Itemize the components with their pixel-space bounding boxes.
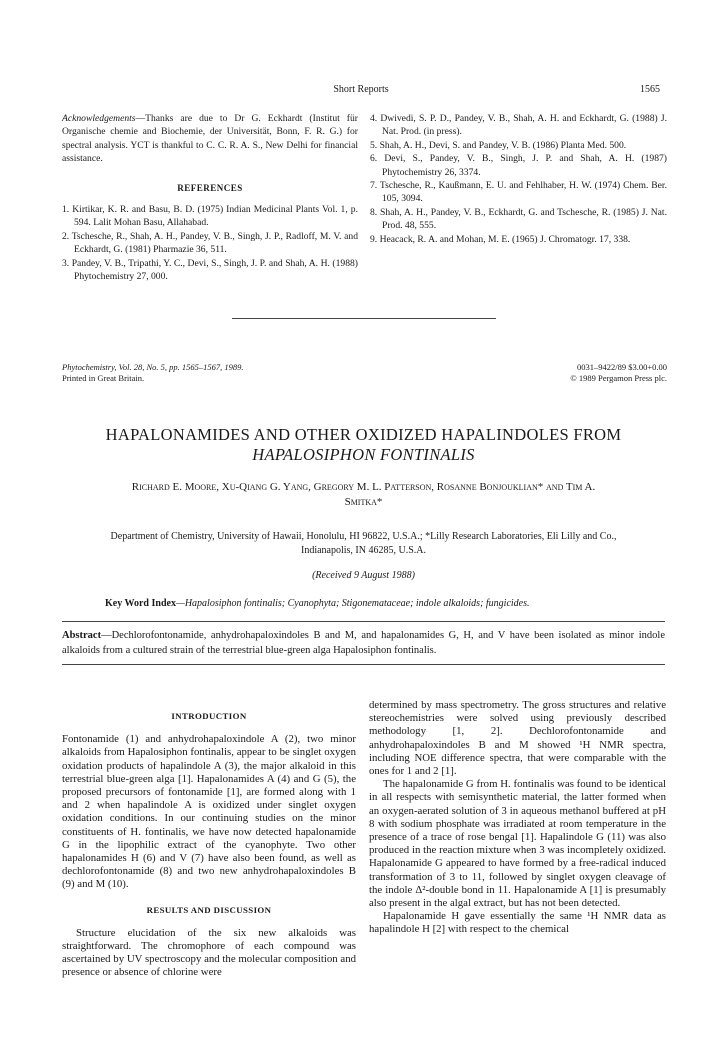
page-number: 1565	[640, 84, 660, 95]
acknowledgements	[62, 112, 358, 166]
introduction-heading: INTRODUCTION	[171, 711, 247, 721]
reference-item: 5. Shah, A. H., Devi, S. and Pandey, V. B. (1986) Planta Med. 500.	[370, 139, 627, 151]
reference-item: 1. Kirtikar, K. R. and Basu, B. D. (1975) Indian Medicinal Plants Vol. 1, p. 594. Lalit Mohan Basu, Allahabad.	[62, 204, 358, 229]
introduction-paragraph: Fontonamide (1) and anhydrohapaloxindole A (2), two minor alkaloids from Hapalosiphon fontinalis, appear to be singlet oxygen oxidation products of hapalindole A (3), the major alkaloid in this terrestrial blue-green alga [1]. Hapalonamides A (4) and G (5), the proposed precursors of fontonamide [1], are formed along with 1 and 2 when hapalindole A is oxidized under singlet oxygen oxidation conditions. In our continuing studies on the minor constituents of H. fontinalis, we have now detected hapalonamide G in the lipophilic extract of the cyanophyte. Two other hapalonamides H (6) and V (7) have also been found, as well as dechlorofontonamide (8) and two new anhydrohapaloxindoles B (9) and M (10).	[62, 733, 356, 891]
reference-item: 3. Pandey, V. B., Tripathi, Y. C., Devi, S., Singh, J. P. and Shah, A. H. (1988) Phytochemistry 27, 000.	[62, 257, 358, 283]
affiliation-line1: Department of Chemistry, University of Hawaii, Honolulu, HI 96822, U.S.A.; *Lilly Research Laboratories, Eli Lilly and Co.,	[110, 531, 617, 542]
body-paragraph: The hapalonamide G from H. fontinalis was found to be identical in all respects with semisynthetic material, the latter formed when an oxygen-aerated solution of 3 in aqueous methanol buffered at pH 8 with sodium phosphate was irradiated at room temperature in the presence of a trace of rose bengal [1]. Hapalindole G (11) was also produced in the reaction mixture when 3 was incompletely oxidized. Hapalonamide G appeared to have formed by a free-radical induced transformation of 3 to 11, followed by singlet oxygen cleavage of the indole Δ²-double bond in 11. Hapalonamide A [1] is presumably also present in the algal extract, but has not been detected.	[369, 778, 666, 910]
keyword-index	[105, 598, 665, 609]
body-paragraph: Hapalonamide H gave essentially the same ¹H NMR data as hapalindole H [2] with respect to the chemical	[369, 910, 666, 936]
received-date: (Received 9 August 1988)	[312, 570, 415, 581]
references-heading: REFERENCES	[177, 182, 243, 193]
journal-price-code: 0031–9422/89 $3.00+0.00	[576, 362, 667, 372]
journal-citation-line: Phytochemistry, Vol. 28, No. 5, pp. 1565–1567, 1989.	[62, 362, 244, 372]
journal-copyright-line: © 1989 Pergamon Press plc.	[570, 373, 667, 383]
acknowledgements-text: —Thanks are due to Dr G. Eckhardt (Institut für Organische chemie and Biochemie, der Universität, Bonn, F. R. G.) for spectral analysis. YCT is thankful to C. C. R. A. S., New Delhi for financial assistance.	[62, 113, 358, 165]
authors-line2: Smitka*	[344, 496, 383, 508]
keywords-text: —Hapalosiphon fontinalis; Cyanophyta; Stigonemataceae; indole alkaloids; fungicides.	[175, 598, 530, 609]
reference-item: 9. Heacack, R. A. and Mohan, M. E. (1965) J. Chromatogr. 17, 338.	[370, 233, 631, 245]
previous-article-right-column	[370, 112, 667, 246]
abstract-text: —Dechlorofontonamide, anhydrohapaloxindoles B and M, and hapalonamides G, H, and V have been isolated as minor indole alkaloids from a cultured strain of the terrestrial blue-green alga Hapalosiphon fontinalis.	[62, 630, 665, 656]
authors	[62, 480, 665, 510]
affiliation	[62, 530, 665, 558]
journal-copyright	[420, 362, 667, 384]
results-paragraph: Structure elucidation of the six new alkaloids was straightforward. The chromophore of each compound was ascertained by UV spectroscopy and the molecular composition and presence or absence of chlorine were	[62, 926, 356, 979]
abstract-label: Abstract	[62, 630, 102, 641]
body-right-column	[369, 699, 666, 937]
body-paragraph: determined by mass spectrometry. The gross structures and relative stereochemistries were solved using previously described methodology [1, 2]. Dechlorofontonamide and anhydrohapaloxindoles B and M showed ¹H NMR spectra, including NOE difference spectra, that were comparable with the ones for 1 and 2 [1].	[369, 699, 666, 778]
reference-item: 8. Shah, A. H., Pandey, V. B., Eckhardt, G. and Tschesche, R. (1985) J. Nat. Prod. 48, 555.	[370, 206, 667, 232]
abstract-bottom-rule	[62, 664, 665, 665]
authors-line1: Richard E. Moore, Xu-Qiang G. Yang, Gregory M. L. Patterson, Rosanne Bonjouklian* and Tim A.	[131, 481, 596, 493]
journal-citation	[62, 362, 362, 384]
journal-printed-line: Printed in Great Britain.	[62, 373, 145, 383]
affiliation-line2: Indianapolis, IN 46285, U.S.A.	[301, 545, 426, 556]
abstract	[62, 628, 665, 658]
previous-article-left-column	[62, 112, 358, 283]
article-title	[62, 425, 665, 465]
acknowledgements-label: Acknowledgements	[62, 113, 136, 124]
article-title-line1: HAPALONAMIDES AND OTHER OXIDIZED HAPALINDOLES FROM	[105, 425, 622, 444]
keywords-label: Key Word Index	[105, 598, 176, 609]
section-divider	[232, 318, 496, 319]
abstract-top-rule	[62, 621, 665, 622]
reference-item: 2. Tschesche, R., Shah, A. H., Pandey, V. B., Singh, J. P., Radloff, M. V. and Eckhardt, G. (1981) Pharmazie 36, 511.	[62, 230, 358, 256]
reference-item: 7. Tschesche, R., Kaußmann, E. U. and Fehlhaber, H. W. (1974) Chem. Ber. 105, 3094.	[370, 180, 667, 205]
results-heading: RESULTS AND DISCUSSION	[146, 904, 272, 915]
body-left-column	[62, 700, 356, 980]
reference-item: 6. Devi, S., Pandey, V. B., Singh, J. P. and Shah, A. H. (1987) Phytochemistry 26, 3374.	[370, 153, 667, 178]
article-title-line2: HAPALOSIPHON FONTINALIS	[252, 445, 475, 464]
running-head-section: Short Reports	[333, 84, 389, 95]
reference-item: 4. Dwivedi, S. P. D., Pandey, V. B., Shah, A. H. and Eckhardt, G. (1988) J. Nat. Prod. (in press).	[370, 113, 667, 138]
